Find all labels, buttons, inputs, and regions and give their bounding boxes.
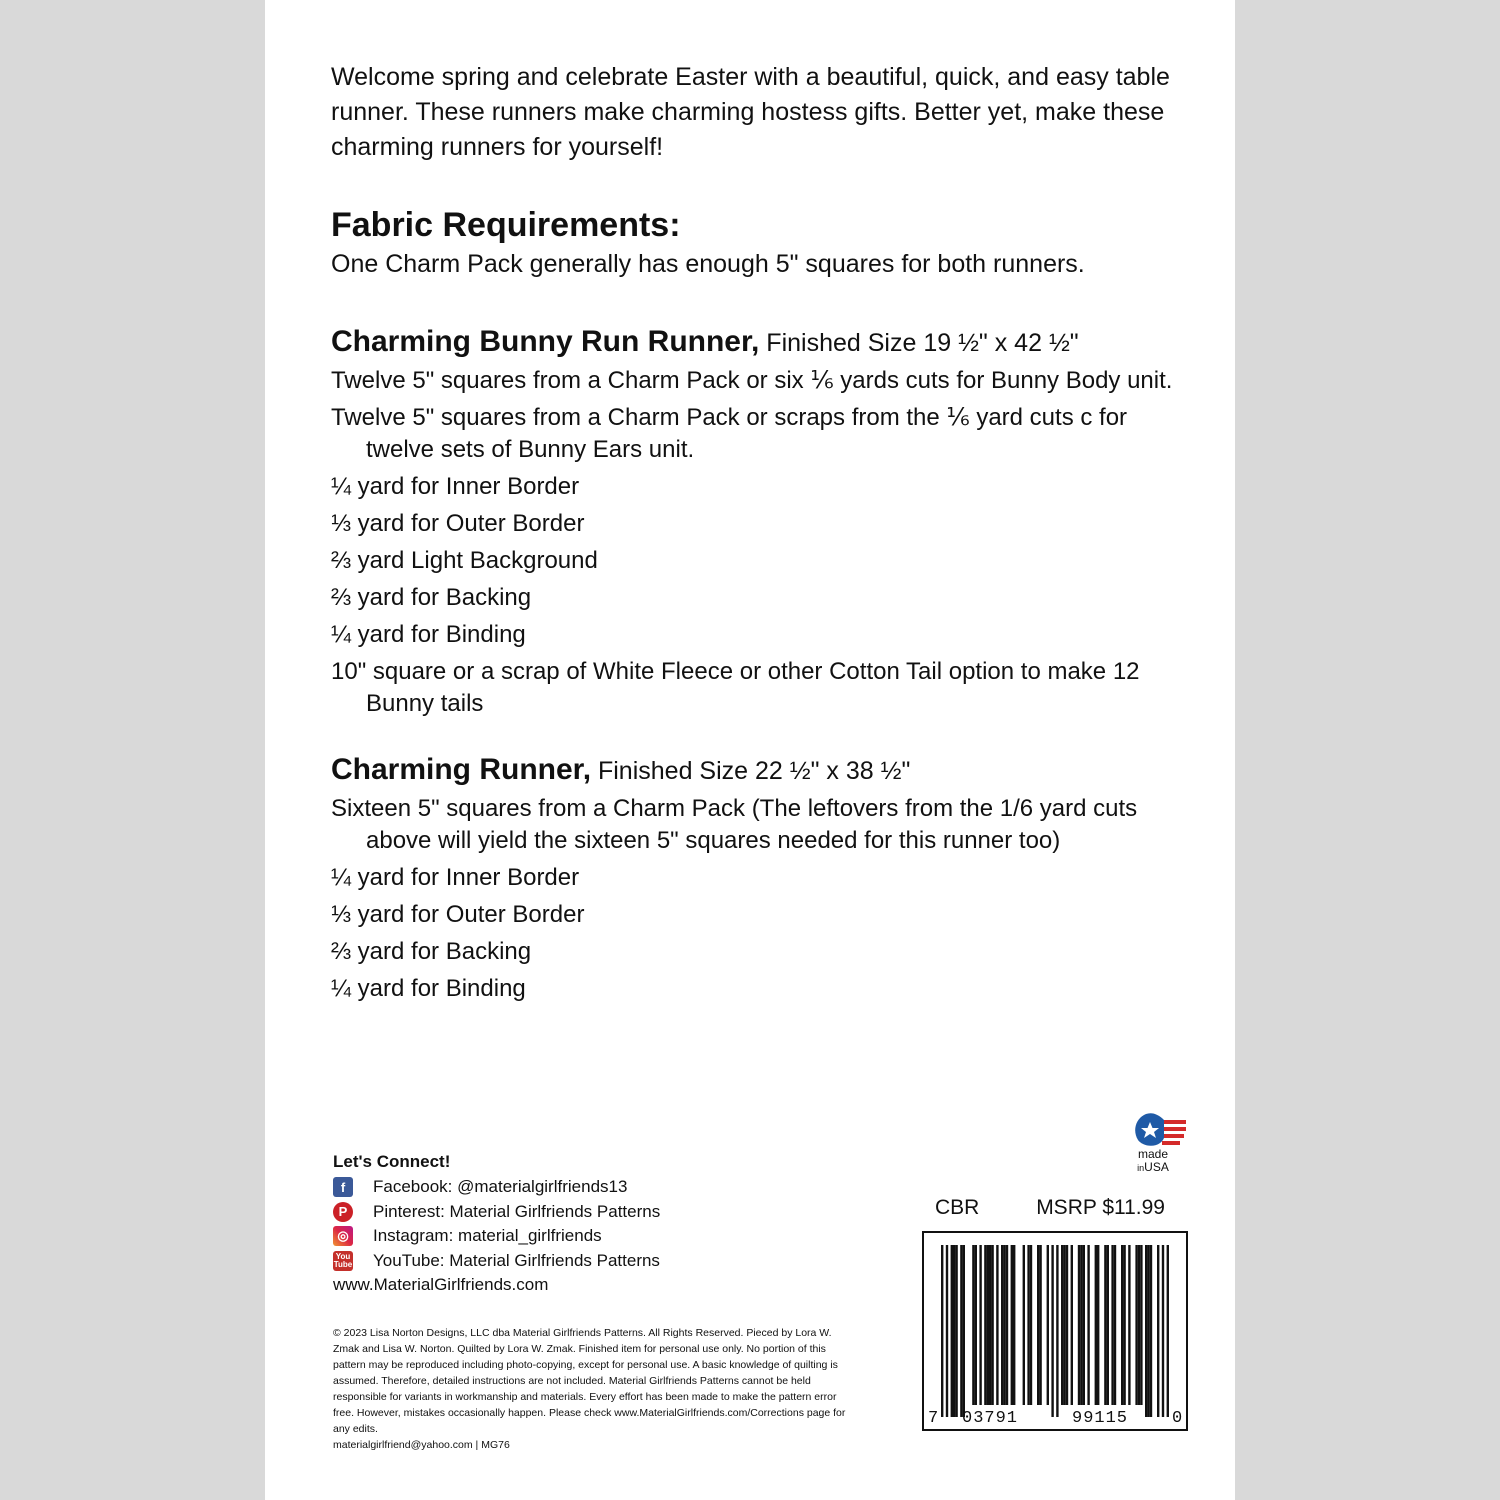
list-item: Sixteen 5" squares from a Charm Pack (The leftovers from the 1/6 yard cuts above will yield the sixteen 5" squares needed for this runner too)	[331, 795, 1138, 854]
youtube-icon-top: You	[335, 1251, 351, 1261]
barcode-bar	[1030, 1245, 1032, 1405]
charming-runner-heading	[331, 753, 910, 787]
list-item: ⅓ yard for Outer Border	[331, 901, 585, 928]
copyright-notice	[333, 1325, 853, 1453]
barcode-bar	[1011, 1245, 1013, 1405]
barcode-bar	[989, 1245, 991, 1405]
intro-paragraph: Welcome spring and celebrate Easter with a beautiful, quick, and easy table runner. These runners make charming hostess gifts. Better yet, make these charming runners for yourself!	[331, 63, 1170, 161]
list-item: ¼ yard for Binding	[331, 621, 526, 648]
barcode-bar	[1061, 1245, 1063, 1405]
msrp-price: MSRP $11.99	[1036, 1196, 1165, 1219]
instagram-label: Instagram: material_girlfriends	[373, 1226, 602, 1246]
bunny-runner-title: Charming Bunny Run Runner,	[331, 325, 760, 358]
barcode-bar	[1150, 1245, 1152, 1417]
barcode-bar	[1167, 1245, 1169, 1417]
barcode-bar	[941, 1245, 943, 1417]
upc-barcode	[922, 1231, 1188, 1431]
barcode-bar	[984, 1245, 986, 1405]
barcode-bar	[991, 1245, 993, 1405]
barcode-bar	[1047, 1245, 1049, 1405]
charming-runner-list	[331, 793, 1191, 1010]
barcode-bar	[1104, 1245, 1106, 1405]
pinterest-label: Pinterest: Material Girlfriends Patterns	[373, 1201, 661, 1221]
barcode-first-digit: 7	[928, 1409, 940, 1428]
barcode-bar	[1107, 1245, 1109, 1405]
fabric-requirements-text: One Charm Pack generally has enough 5" squares for both runners.	[331, 250, 1085, 278]
list-item: ¼ yard for Inner Border	[331, 473, 580, 500]
stripe	[1164, 1120, 1186, 1124]
usa-label: USA	[1144, 1160, 1169, 1174]
barcode-bar	[1023, 1245, 1025, 1405]
barcode-bar	[951, 1245, 953, 1417]
barcode-bar	[1097, 1245, 1099, 1405]
barcode-bar	[972, 1245, 974, 1405]
connect-title: Let's Connect!	[333, 1152, 451, 1171]
made-label: made	[1137, 1147, 1169, 1161]
bunny-runner-heading	[331, 325, 1079, 359]
website-link[interactable]: www.MaterialGirlfriends.com	[333, 1275, 549, 1294]
barcode-left-group: 03791	[962, 1409, 1019, 1428]
barcode-bar	[1083, 1245, 1085, 1405]
youtube-icon	[333, 1251, 353, 1271]
stripe	[1164, 1134, 1184, 1138]
barcode-bar	[1147, 1245, 1149, 1417]
barcode-bar	[1078, 1245, 1080, 1405]
barcode-bar	[1001, 1245, 1003, 1405]
barcode-bar	[1140, 1245, 1142, 1405]
barcode-bar	[1039, 1245, 1041, 1405]
barcode-bar	[1111, 1245, 1113, 1405]
barcode-right-group: 99115	[1072, 1409, 1129, 1428]
stripe	[1164, 1127, 1186, 1131]
barcode-bar	[979, 1245, 981, 1405]
list-item: ¼ yard for Binding	[331, 975, 526, 1002]
instagram-icon: ◎	[333, 1226, 353, 1246]
barcode-bar	[1123, 1245, 1125, 1405]
list-item: ⅔ yard for Backing	[331, 938, 532, 965]
barcode-bar	[1071, 1245, 1073, 1405]
barcode-bar	[955, 1245, 957, 1417]
list-item: ⅔ yard for Backing	[331, 584, 532, 611]
barcode-bar	[963, 1245, 965, 1417]
list-item: Twelve 5" squares from a Charm Pack or six ⅙ yards cuts for Bunny Body unit.	[331, 367, 1173, 394]
bunny-runner-list	[331, 365, 1191, 725]
charming-runner-size: Finished Size 22 ½" x 38 ½"	[597, 757, 911, 785]
barcode-bar	[1162, 1245, 1164, 1417]
barcode-check-digit: 0	[1172, 1409, 1184, 1428]
barcode-bar	[1080, 1245, 1082, 1405]
copyright-text: © 2023 Lisa Norton Designs, LLC dba Material Girlfriends Patterns. All Rights Reserved. Pieced by Lora W. Zmak and Lisa W. Norton. Quilted by Lora W. Zmak. Finished item for personal use only. No portion of this pattern may be reproduced including photo-copying, except for personal use. A basic knowledge of quilting is assumed. Therefore, detailed instructions are not included. Material Girlfriends Patterns cannot be held responsible for variants in workmanship and materials. Every effort has been made to make the pattern error free. However, mistakes occasionally happen. Please check www.MaterialGirlfriends.com/Corrections page for any edits.	[333, 1327, 846, 1435]
barcode-bar	[1138, 1245, 1140, 1405]
instagram-link[interactable]	[333, 1224, 660, 1249]
barcode-bar	[996, 1245, 998, 1405]
barcode-bar	[1066, 1245, 1068, 1405]
barcode-bar	[975, 1245, 977, 1405]
barcode-bar	[1003, 1245, 1005, 1405]
list-item: Twelve 5" squares from a Charm Pack or scraps from the ⅙ yard cuts c for twelve sets of Bunny Ears unit.	[331, 404, 1128, 463]
barcode-bar	[1145, 1245, 1147, 1417]
fabric-requirements-heading: Fabric Requirements:	[331, 206, 681, 244]
barcode-bar	[1037, 1245, 1039, 1405]
barcode-bar	[1051, 1245, 1053, 1417]
facebook-label: Facebook: @materialgirlfriends13	[373, 1177, 628, 1197]
barcode-bar	[946, 1245, 948, 1417]
product-code: CBR	[935, 1196, 980, 1219]
list-item: ⅔ yard Light Background	[331, 547, 598, 574]
youtube-label: YouTube: Material Girlfriends Patterns	[373, 1250, 660, 1270]
list-item: ⅓ yard for Outer Border	[331, 510, 585, 537]
social-connect	[333, 1152, 660, 1295]
youtube-icon-bottom: Tube	[333, 1259, 353, 1269]
list-item: ¼ yard for Inner Border	[331, 864, 580, 891]
barcode-bar	[1128, 1245, 1130, 1405]
in-label: in	[1137, 1163, 1145, 1173]
email-line: materialgirlfriend@yahoo.com | MG76	[333, 1439, 510, 1451]
barcode-bar	[1063, 1245, 1065, 1405]
list-item: 10" square or a scrap of White Fleece or other Cotton Tail option to make 12 Bunny tails	[331, 658, 1140, 717]
barcode-bar	[1006, 1245, 1008, 1405]
price-line	[935, 1196, 1165, 1220]
barcode-bar	[1087, 1245, 1089, 1405]
barcode-bar	[960, 1245, 962, 1417]
barcode-bar	[1135, 1245, 1137, 1405]
barcode-bars	[924, 1233, 1186, 1429]
pinterest-link[interactable]	[333, 1200, 660, 1225]
barcode-bar	[1121, 1245, 1123, 1405]
stripe	[1162, 1141, 1180, 1145]
bunny-runner-size: Finished Size 19 ½" x 42 ½"	[766, 329, 1079, 357]
barcode-bar	[1095, 1245, 1097, 1405]
barcode-bar	[1027, 1245, 1029, 1405]
barcode-bar	[953, 1245, 955, 1417]
facebook-link[interactable]	[333, 1175, 660, 1200]
barcode-bar	[1013, 1245, 1015, 1405]
barcode-bar	[1056, 1245, 1058, 1417]
barcode-bar	[1157, 1245, 1159, 1417]
pattern-back-cover	[265, 0, 1235, 1500]
pinterest-icon: P	[333, 1202, 353, 1222]
barcode-bar	[1114, 1245, 1116, 1405]
made-in-usa-text	[1131, 1148, 1175, 1175]
youtube-link[interactable]	[333, 1249, 660, 1274]
charming-runner-title: Charming Runner,	[331, 753, 592, 786]
barcode-bar	[987, 1245, 989, 1405]
facebook-icon: f	[333, 1177, 353, 1197]
